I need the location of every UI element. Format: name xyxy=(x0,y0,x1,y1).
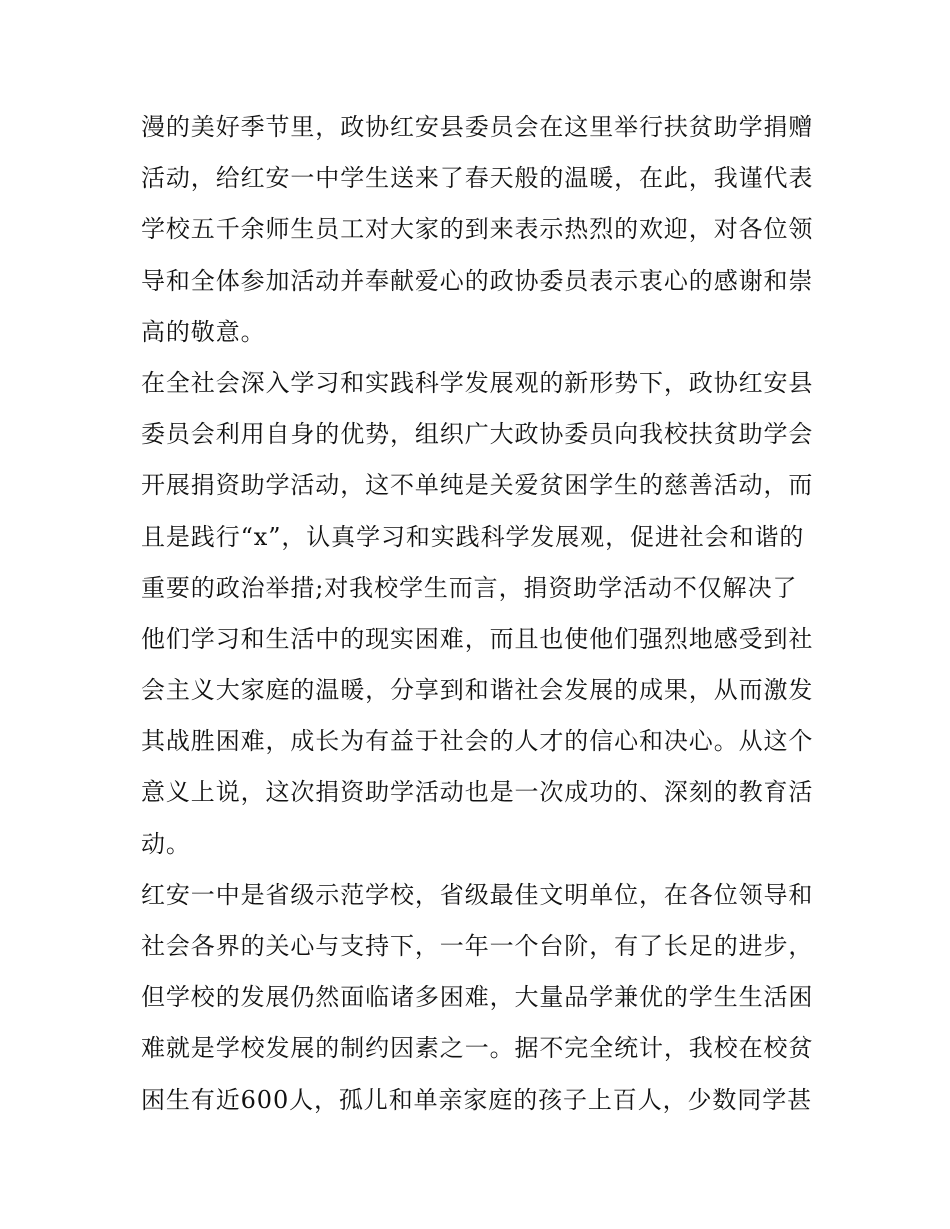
paragraph-1 xyxy=(141,102,814,358)
document-body xyxy=(141,102,814,1126)
text-line: 意义上说，这次捐资助学活动也是一次成功的、深刻的教育活 xyxy=(141,778,814,807)
text-line: 社会各界的关心与支持下，一年一个台阶，有了长足的进步， xyxy=(141,932,814,960)
text-line: 会主义大家庭的温暖，分享到和谐社会发展的成果，从而激发 xyxy=(141,676,814,705)
text-line: 漫的美好季节里，政协红安县委员会在这里举行扶贫助学捐赠 xyxy=(141,113,814,141)
text-line: 他们学习和生活中的现实困难，而且也使他们强烈地感受到社 xyxy=(141,624,814,653)
text-line: 活动，给红安一中学生送来了春天般的温暖，在此，我谨代表 xyxy=(141,164,814,193)
text-line: 高的敬意。 xyxy=(141,317,266,346)
text-line: 重要的政治举措;对我校学生而言，捐资助学活动不仅解决了 xyxy=(141,573,798,602)
text-line: 学校五千余师生员工对大家的到来表示热烈的欢迎，对各位领 xyxy=(141,215,814,244)
text-line: 但学校的发展仍然面临诸多困难，大量品学兼优的学生生活困 xyxy=(141,983,814,1012)
text-line: 红安一中是省级示范学校，省级最佳文明单位，在各位领导和 xyxy=(141,880,814,909)
paragraph-3 xyxy=(141,870,814,1126)
text-line: 难就是学校发展的制约因素之一。据不完全统计，我校在校贫 xyxy=(141,1034,814,1063)
text-line: 困生有近600人，孤儿和单亲家庭的孩子上百人，少数同学甚 xyxy=(141,1085,813,1114)
text-line: 委员会利用自身的优势，组织广大政协委员向我校扶贫助学会 xyxy=(141,420,814,449)
text-line: 在全社会深入学习和实践科学发展观的新形势下，政协红安县 xyxy=(141,368,814,397)
text-line: 且是践行“x”，认真学习和实践科学发展观，促进社会和谐的 xyxy=(141,522,805,551)
paragraph-2 xyxy=(141,358,814,870)
text-line: 其战胜困难，成长为有益于社会的人才的信心和决心。从这个 xyxy=(141,727,814,756)
text-line: 动。 xyxy=(141,829,191,858)
text-line: 导和全体参加活动并奉献爱心的政协委员表示衷心的感谢和崇 xyxy=(141,266,814,295)
text-line: 开展捐资助学活动，这不单纯是关爱贫困学生的慈善活动，而 xyxy=(141,471,814,500)
